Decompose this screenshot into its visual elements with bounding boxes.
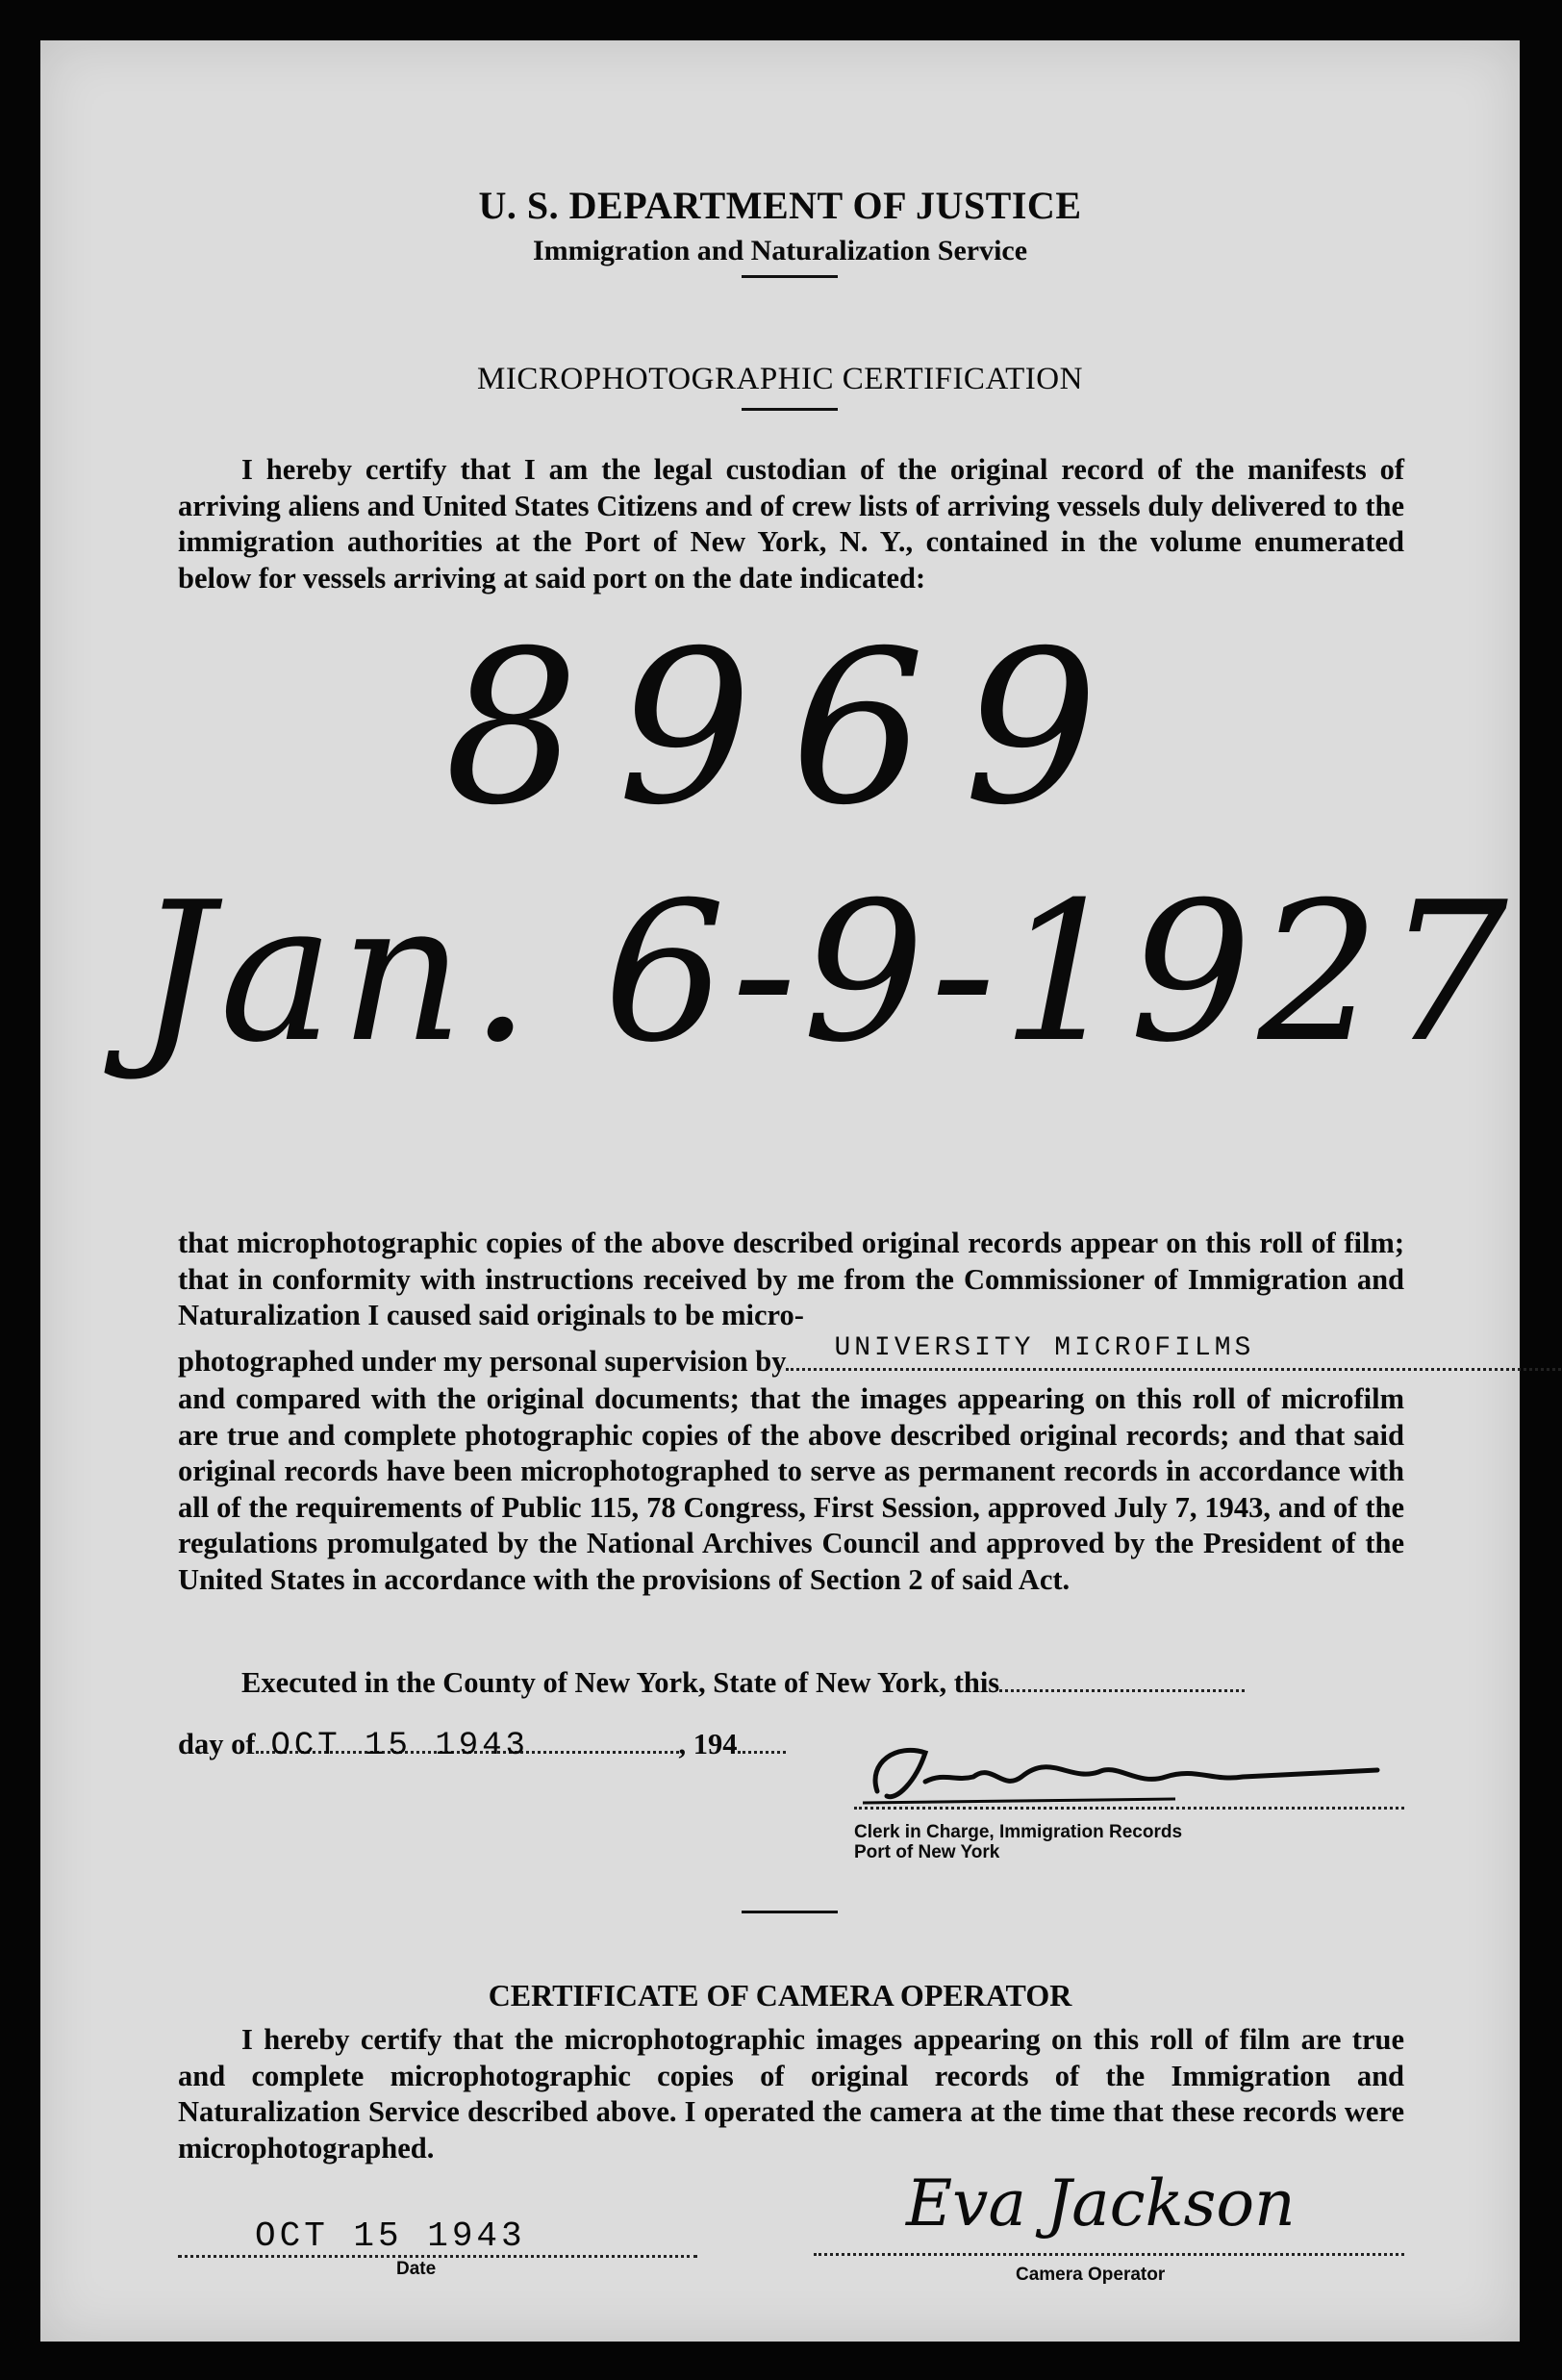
date-field — [178, 2216, 697, 2258]
supervisor-stamp: UNIVERSITY MICROFILMS — [834, 1333, 1255, 1363]
day-of-label: day of — [178, 1728, 256, 1760]
camera-certificate-title: CERTIFICATE OF CAMERA OPERATOR — [488, 1978, 1072, 2013]
divider-second — [742, 408, 838, 411]
clerk-title-line2: Port of New York — [854, 1842, 1000, 1862]
supervision-line — [178, 1333, 1404, 1379]
operator-signature-line — [814, 2253, 1404, 2256]
handwritten-volume-number: 8969 — [444, 605, 1137, 851]
clerk-signature-line — [854, 1807, 1404, 1810]
divider-bottom — [742, 1911, 838, 1913]
date-label: Date — [396, 2259, 437, 2279]
executed-day-field — [999, 1664, 1245, 1692]
supervisor-field — [786, 1333, 1562, 1371]
executed-line — [241, 1664, 1404, 1700]
intro-paragraph: I hereby certify that I am the legal custodian of the original record of the manifests of arriving aliens and United States Citizens and of crew lists of arriving vessels duly delivered to the immigration authorities at the Port of New York, N. Y., contained in the volume enumerated below for vessels arriving at said port on the date indicated: — [178, 453, 1404, 595]
certificate-page — [40, 40, 1520, 2342]
clerk-title-line1: Clerk in Charge, Immigration Records — [854, 1822, 1183, 1842]
handwritten-dates: Jan. 6-9-1927 — [137, 861, 1515, 1085]
supervision-prefix: photographed under my personal supervision by — [178, 1345, 787, 1378]
day-of-field — [256, 1726, 679, 1764]
camera-paragraph: I hereby certify that the microphotographic images appearing on this roll of film are true and complete microphotographic copies of original records of the Immigration and Naturalization Service described above. I operated the camera at the time that these records were microphotographed. — [178, 2023, 1404, 2165]
operator-signature: Eva Jackson — [906, 2166, 1296, 2241]
department-heading: U. S. DEPARTMENT OF JUSTICE — [478, 184, 1082, 227]
service-heading: Immigration and Naturalization Service — [532, 235, 1028, 266]
certification-title: MICROPHOTOGRAPHIC CERTIFICATION — [477, 362, 1083, 396]
body-paragraph-b: and compared with the original documents; that the images appearing on this roll of microfilm are true and complete photographic copies of the above described original records; and that said original records have been microphotographed to serve as permanent records in accordance with all of the requirements of Public 115, 78 Congress, First Session, approved July 7, 1943, and of the regulations promulgated by the National Archives Council and approved by the President of the United States in accordance with the provisions of Section 2 of said Act. — [178, 1382, 1404, 1596]
date-stamp: OCT 15 1943 — [255, 2216, 526, 2256]
divider-top — [742, 275, 838, 278]
body-paragraph-a: that microphotographic copies of the above described original records appear on this roll of film; that in conformity with instructions received by me from the Commissioner of Immigration and Naturalization I caused said originals to be micro- — [178, 1227, 1404, 1331]
executed-text: Executed in the County of New York, State of New York, this — [241, 1666, 1000, 1699]
day-of-stamp: OCT 15 1943 — [270, 1728, 529, 1764]
clerk-title — [854, 1822, 1182, 1862]
year-prefix: , 194 — [678, 1728, 738, 1760]
operator-label: Camera Operator — [1016, 2265, 1166, 2285]
year-field — [738, 1726, 786, 1754]
